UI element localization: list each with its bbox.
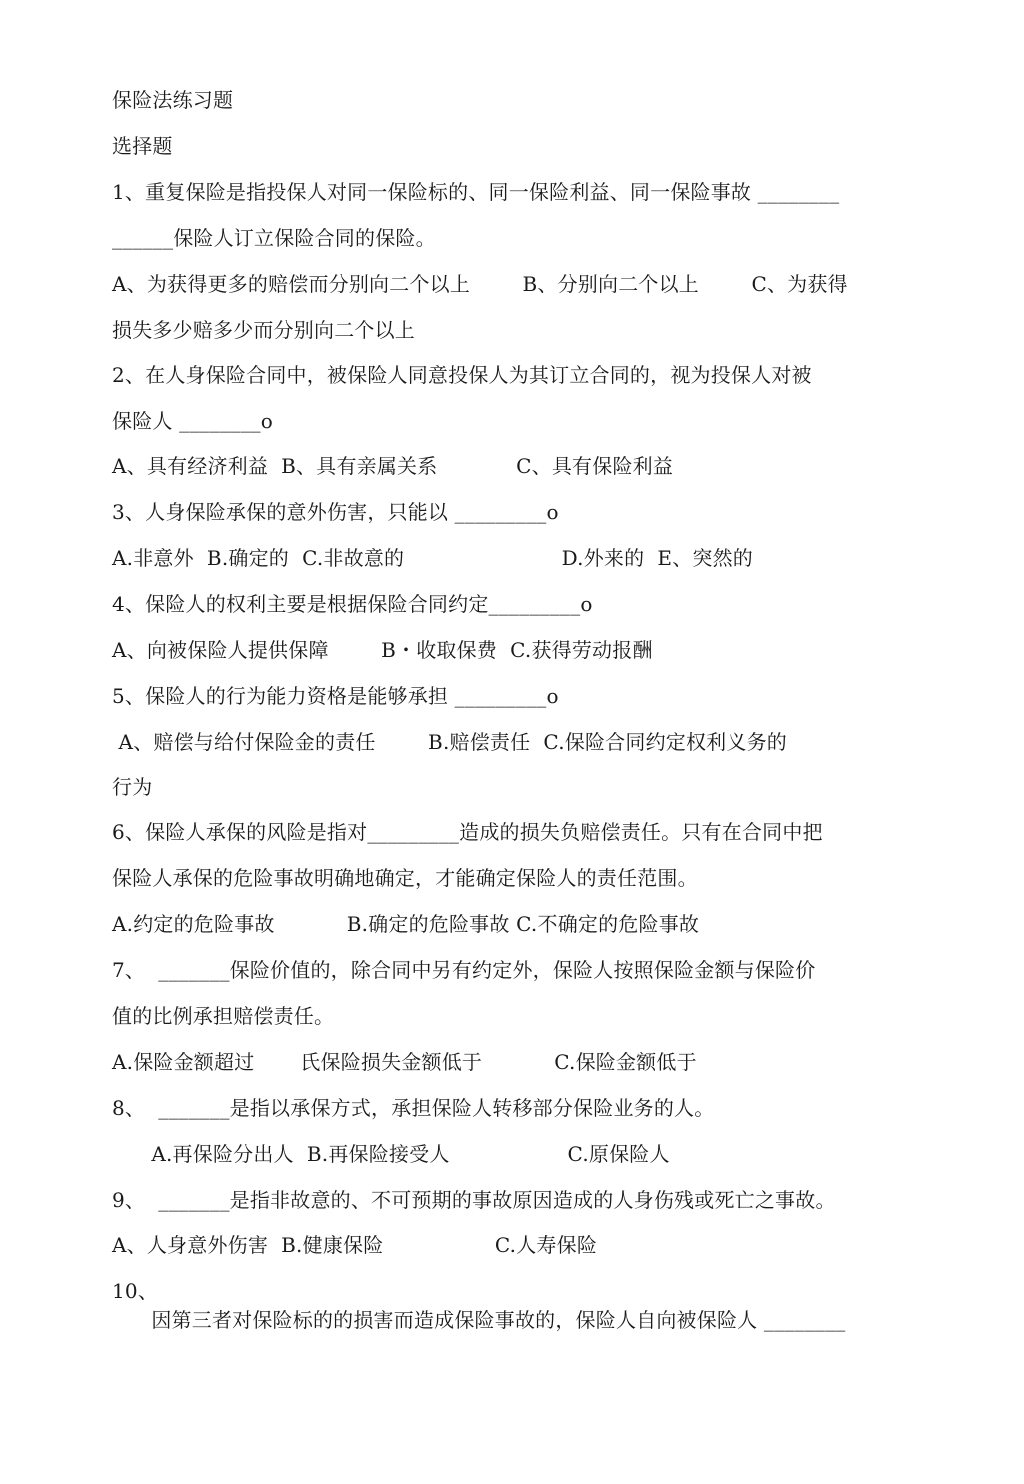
- text-line: 4、保险人的权利主要是根据保险合同约定_________o: [112, 592, 593, 616]
- text-line: A、为获得更多的赔偿而分别向二个以上 B、分别向二个以上 C、为获得: [112, 272, 848, 296]
- text-line: 5、保险人的行为能力资格是能够承担 _________o: [112, 684, 559, 708]
- text-line: A、赔偿与给付保险金的责任 B.赔偿责任 C.保险合同约定权利义务的: [112, 730, 787, 754]
- text-line: A.再保险分出人 B.再保险接受人 C.原保险人: [112, 1142, 670, 1166]
- text-line: A.非意外 B.确定的 C.非故意的 D.外来的 E、突然的: [112, 546, 754, 570]
- text-line: 7、 _______保险价值的，除合同中另有约定外，保险人按照保险金额与保险价: [112, 958, 816, 982]
- text-line: A.保险金额超过 氏保险损失金额低于 C.保险金额低于: [112, 1050, 697, 1074]
- text-line: 保险人承保的危险事故明确地确定，才能确定保险人的责任范围。: [112, 866, 698, 890]
- text-line: 3、人身保险承保的意外伤害，只能以 _________o: [112, 500, 559, 524]
- text-line: 10、: [112, 1279, 159, 1303]
- text-line: ______保险人订立保险合同的保险。: [112, 226, 436, 250]
- text-line: A.约定的危险事故 B.确定的危险事故 C.不确定的危险事故: [112, 912, 700, 936]
- text-line: 行为: [112, 775, 153, 799]
- text-line: 1、重复保险是指投保人对同一保险标的、同一保险利益、同一保险事故 ________: [112, 180, 840, 204]
- text-line: 6、保险人承保的风险是指对_________造成的损失负赔偿责任。只有在合同中把: [112, 820, 823, 844]
- section-heading: 选择题: [112, 134, 173, 158]
- text-line: 因第三者对保险标的的损害而造成保险事故的，保险人自向被保险人 ________: [112, 1308, 846, 1332]
- text-line: A、人身意外伤害 B.健康保险 C.人寿保险: [112, 1233, 598, 1257]
- text-line: 9、 _______是指非故意的、不可预期的事故原因造成的人身伤残或死亡之事故。: [112, 1188, 836, 1212]
- document-title: 保险法练习题: [112, 88, 234, 112]
- text-line: 2、在人身保险合同中，被保险人同意投保人为其订立合同的，视为投保人对被: [112, 363, 812, 387]
- text-line: 保险人 ________o: [112, 409, 273, 433]
- text-line: A、具有经济利益 B、具有亲属关系 C、具有保险利益: [112, 454, 674, 478]
- text-line: 值的比例承担赔偿责任。: [112, 1004, 335, 1028]
- text-line: 损失多少赔多少而分别向二个以上: [112, 318, 415, 342]
- text-line: 8、 _______是指以承保方式，承担保险人转移部分保险业务的人。: [112, 1096, 715, 1120]
- text-line: A、向被保险人提供保障 B・收取保费 C.获得劳动报酬: [112, 638, 653, 662]
